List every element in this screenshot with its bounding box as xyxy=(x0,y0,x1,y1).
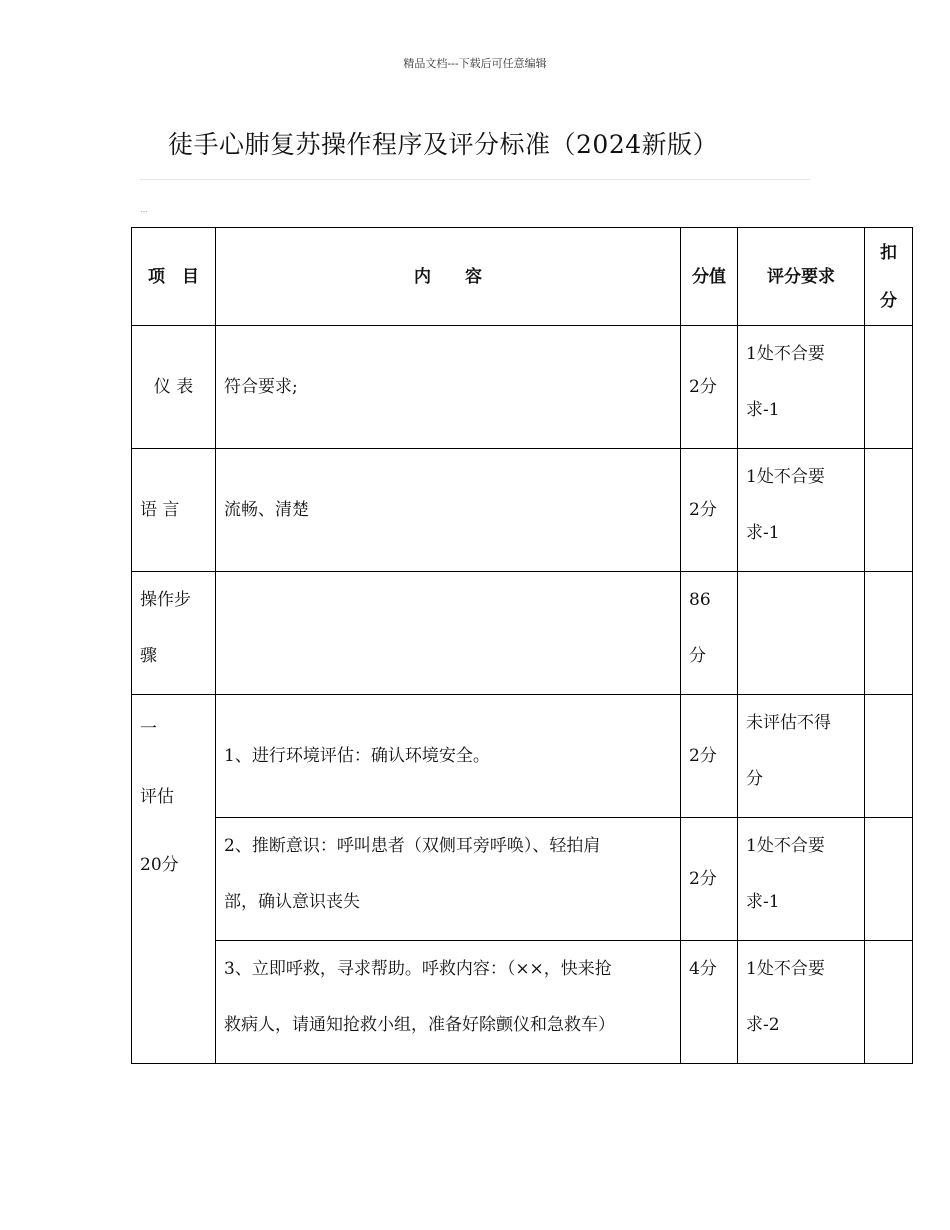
requirement-line: 求-1 xyxy=(746,523,780,543)
row-item xyxy=(132,695,216,1064)
row-score xyxy=(681,572,738,695)
row-requirement xyxy=(738,572,865,695)
item-line: 评估 xyxy=(140,787,174,807)
requirement-line: 分 xyxy=(746,769,763,789)
requirement-line: 1处不合要 xyxy=(746,959,825,979)
table-row xyxy=(132,572,913,695)
header-content: 内 容 xyxy=(216,228,681,326)
row-deduct xyxy=(865,818,913,941)
header-requirement: 评分要求 xyxy=(738,228,865,326)
item-line: 一 xyxy=(140,719,157,739)
header-item: 项 目 xyxy=(132,228,216,326)
row-content xyxy=(216,572,681,695)
item-line: 20分 xyxy=(140,855,179,875)
watermark-text: 精品文档---下载后可任意编辑 xyxy=(403,57,547,70)
header-score: 分值 xyxy=(681,228,738,326)
row-item xyxy=(132,572,216,695)
row-score: 2分 xyxy=(681,326,738,449)
row-score: 2分 xyxy=(681,818,738,941)
row-content xyxy=(216,941,681,1064)
row-score: 2分 xyxy=(681,695,738,818)
document-title: 徒手心肺复苏操作程序及评分标准（2024新版） xyxy=(168,130,719,159)
row-deduct xyxy=(865,572,913,695)
row-content: 1、进行环境评估：确认环境安全。 xyxy=(216,695,681,818)
scoring-table xyxy=(131,227,913,1064)
row-score: 4分 xyxy=(681,941,738,1064)
requirement-line: 未评估不得 xyxy=(746,713,831,733)
row-deduct xyxy=(865,326,913,449)
table-row xyxy=(132,695,913,818)
row-content: 流畅、清楚 xyxy=(216,449,681,572)
item-line: 操作步 xyxy=(140,590,191,610)
header-deduct xyxy=(865,228,913,326)
ellipsis-mark: … xyxy=(140,205,148,214)
row-item: 语 言 xyxy=(132,449,216,572)
row-deduct xyxy=(865,449,913,572)
row-requirement xyxy=(738,941,865,1064)
row-score: 2分 xyxy=(681,449,738,572)
row-requirement xyxy=(738,818,865,941)
content-line: 救病人，请通知抢救小组，准备好除颤仪和急救车） xyxy=(224,1015,615,1035)
row-content: 符合要求; xyxy=(216,326,681,449)
row-deduct xyxy=(865,695,913,818)
row-deduct xyxy=(865,941,913,1064)
title-divider xyxy=(140,179,810,180)
content-line: 部，确认意识丧失 xyxy=(224,892,360,912)
item-line: 骤 xyxy=(140,646,157,666)
table-header-row xyxy=(132,228,913,326)
requirement-line: 1处不合要 xyxy=(746,467,825,487)
header-deduct-line2: 分 xyxy=(880,290,897,311)
score-line: 分 xyxy=(689,646,706,666)
requirement-line: 求-2 xyxy=(746,1015,780,1035)
table-row xyxy=(132,449,913,572)
row-requirement xyxy=(738,449,865,572)
table-row xyxy=(132,326,913,449)
row-requirement xyxy=(738,326,865,449)
requirement-line: 求-1 xyxy=(746,892,780,912)
requirement-line: 1处不合要 xyxy=(746,836,825,856)
score-line: 86 xyxy=(689,590,711,610)
content-line: 2、推断意识：呼叫患者（双侧耳旁呼唤）、轻拍肩 xyxy=(224,836,601,856)
requirement-line: 求-1 xyxy=(746,400,780,420)
row-item: 仪 表 xyxy=(132,326,216,449)
header-deduct-line1: 扣 xyxy=(880,242,897,263)
row-requirement xyxy=(738,695,865,818)
requirement-line: 1处不合要 xyxy=(746,344,825,364)
row-content xyxy=(216,818,681,941)
table-row xyxy=(132,941,913,1064)
table-row xyxy=(132,818,913,941)
content-line: 3、立即呼救，寻求帮助。呼救内容：（××，快来抢 xyxy=(224,959,612,979)
